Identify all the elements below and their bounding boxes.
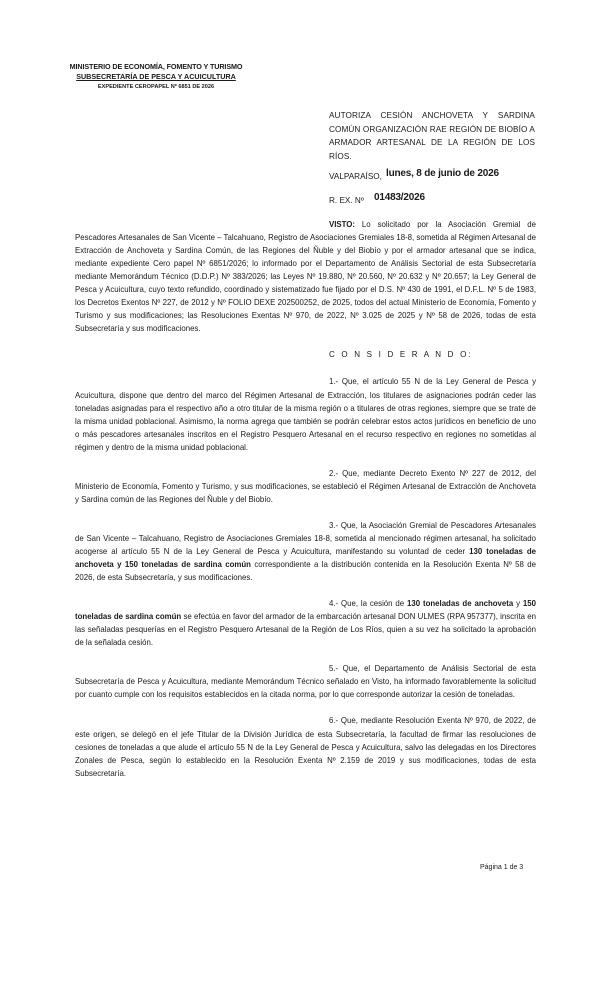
page-number: Página 1 de 3 <box>480 864 524 871</box>
c4-text-e: se efectúa en favor del armador de la embarcación artesanal DON ULMES (RPA 957377), inscrita en las señaladas pesquerías en el Registro Pesquero Artesanal de la Región de Los Ríos, quien a su vez ha solicitado la aprobación de la señalada cesión. <box>75 612 537 648</box>
c3-text-a: 3.- Que, la Asociación Gremial de Pescadores Artesanales de San Vicente – Talcahuano, Registro de Asociaciones Gremiales 18-8, sometida al mencionado régimen artesanal, ha solicitado acogerse al artículo 55 N de la Ley General de Pesca y Acuicultura, manifestando su voluntad de ceder <box>75 520 536 556</box>
considerando-2: 2.- Que, mediante Decreto Exento Nº 227 de 2012, del Ministerio de Economía, Fomento y Turismo, y sus modificaciones, se estableció el Régimen Artesanal de Extracción de Anchoveta y Sardina común de las Regiones del Ñuble y del Biobío. <box>75 468 536 504</box>
c4-text-a: 4.- Que, la cesión de <box>329 599 407 609</box>
c3-text-c: correspondiente a la distribución contenida en la Resolución Exenta Nº 58 de 2026, de esta Subsecretaría, y sus modificaciones. <box>75 560 536 583</box>
letterhead <box>56 62 256 92</box>
considerando-1: 1.- Que, el artículo 55 N de la Ley General de Pesca y Acuicultura, dispone que dentro del marco del Régimen Artesanal de Extracción, los titulares de asignaciones podrán ceder las toneladas asignadas para el respectivo año a otro titular de la misma región o a titulares de otras regiones, siempre que se trate de la misma unidad poblacional. Asimismo, la norma agrega que también se podrán celebrar estos actos jurídicos en beneficio de uno o más pescadores artesanales inscritos en el Registro Pesquero Artesanal en el recurso respectivo en regiones no sometidas al régimen y dentro de la misma unidad poblacional. <box>75 377 536 452</box>
resolution-number: 01483/2026 <box>374 192 425 203</box>
c4-text-c: y <box>513 599 523 609</box>
document-body <box>75 218 536 793</box>
considerando-6: 6.- Que, mediante Resolución Exenta Nº 970, de 2022, de este origen, se delegó en el jefe Titular de la División Jurídica de esta Subsecretaría, la facultad de firmar las resoluciones de cesiones de toneladas a que alude el artículo 55 N de la Ley General de Pesca y Acuicultura, salvo las delegadas en los Directores Zonales de Pesca, según lo establecido en la Resolución Exenta Nº 2.159 de 2019 y sus modificaciones, todas de esta Subsecretaría. <box>75 716 536 778</box>
c3-tonnage: 130 toneladas de anchoveta y 150 toneladas de sardina común <box>75 546 537 570</box>
considerando-3 <box>75 519 536 584</box>
resolution-label: R. EX. Nº <box>329 196 364 205</box>
expediente-number: EXPEDIENTE CEROPAPEL Nº 6851 DE 2026 <box>97 84 215 90</box>
considerando-4 <box>75 597 536 649</box>
subsecretaria-name: SUBSECRETARÍA DE PESCA Y ACUICULTURA <box>76 72 236 81</box>
visto-label: VISTO: <box>329 220 356 229</box>
considerando-5: 5.- Que, el Departamento de Análisis Sectorial de esta Subsecretaría de Pesca y Acuicultura, mediante Memorándum Técnico señalado en Visto, ha informado favorablemente la solicitud por cuanto cumple con los requisitos establecidos en la citada norma, por lo que corresponde autorizar la cesión de toneladas. <box>75 664 536 700</box>
c4-anchoveta: 130 toneladas de anchoveta <box>407 599 514 609</box>
c4-sardina: 150 toneladas de sardina común <box>75 599 536 622</box>
date-value: lunes, 8 de junio de 2026 <box>386 168 499 179</box>
resolution-title: AUTORIZA CESIÓN ANCHOVETA Y SARDINA COMÚN ORGANIZACIÓN RAE REGIÓN DE BIOBÍO A ARMADOR ARTESANAL DE LA REGIÓN DE LOS RÍOS. <box>329 111 535 162</box>
ministry-name: MINISTERIO DE ECONOMÍA, FOMENTO Y TURISMO <box>69 62 243 71</box>
visto-paragraph <box>75 218 536 335</box>
date-line <box>329 168 539 184</box>
visto-text: Lo solicitado por la Asociación Gremial de Pescadores Artesanales de San Vicente – Talcahuano, Registro de Asociaciones Gremiales 18-8, sometida al Régimen Artesanal de Extracción de Anchoveta y Sardina Común, de las Regiones del Ñuble y del Biobío y por el armador artesanal que se indica, mediante expediente Cero papel Nº 6851/2026; lo informado por el Departamento de Análisis Sectorial de esta Subsecretaría mediante Memorándum Técnico (D.D.P.) Nº 383/2026; las Leyes Nº 19.880, Nº 20.560, Nº 20.632 y Nº 20.657; la Ley General de Pesca y Acuicultura, cuyo texto refundido, coordinado y sistematizado fue fijado por el D.S. Nº 430 de 1991, el D.F.L. Nº 5 de 1983, los Decretos Exentos Nº 227, de 2012 y Nº FOLIO DEXE 202500252, de 2025, todos del actual Ministerio de Economía, Fomento y Turismo y sus modificaciones; las Resoluciones Exentas Nº 970, de 2022, Nº 3.025 de 2025 y Nº 58 de 2026, todas de esta Subsecretaría y sus modificaciones. <box>75 220 536 334</box>
considerando-heading: C O N S I D E R A N D O: <box>329 350 473 360</box>
place-label: VALPARAÍSO, <box>329 172 382 181</box>
resolution-number-line <box>329 192 539 208</box>
